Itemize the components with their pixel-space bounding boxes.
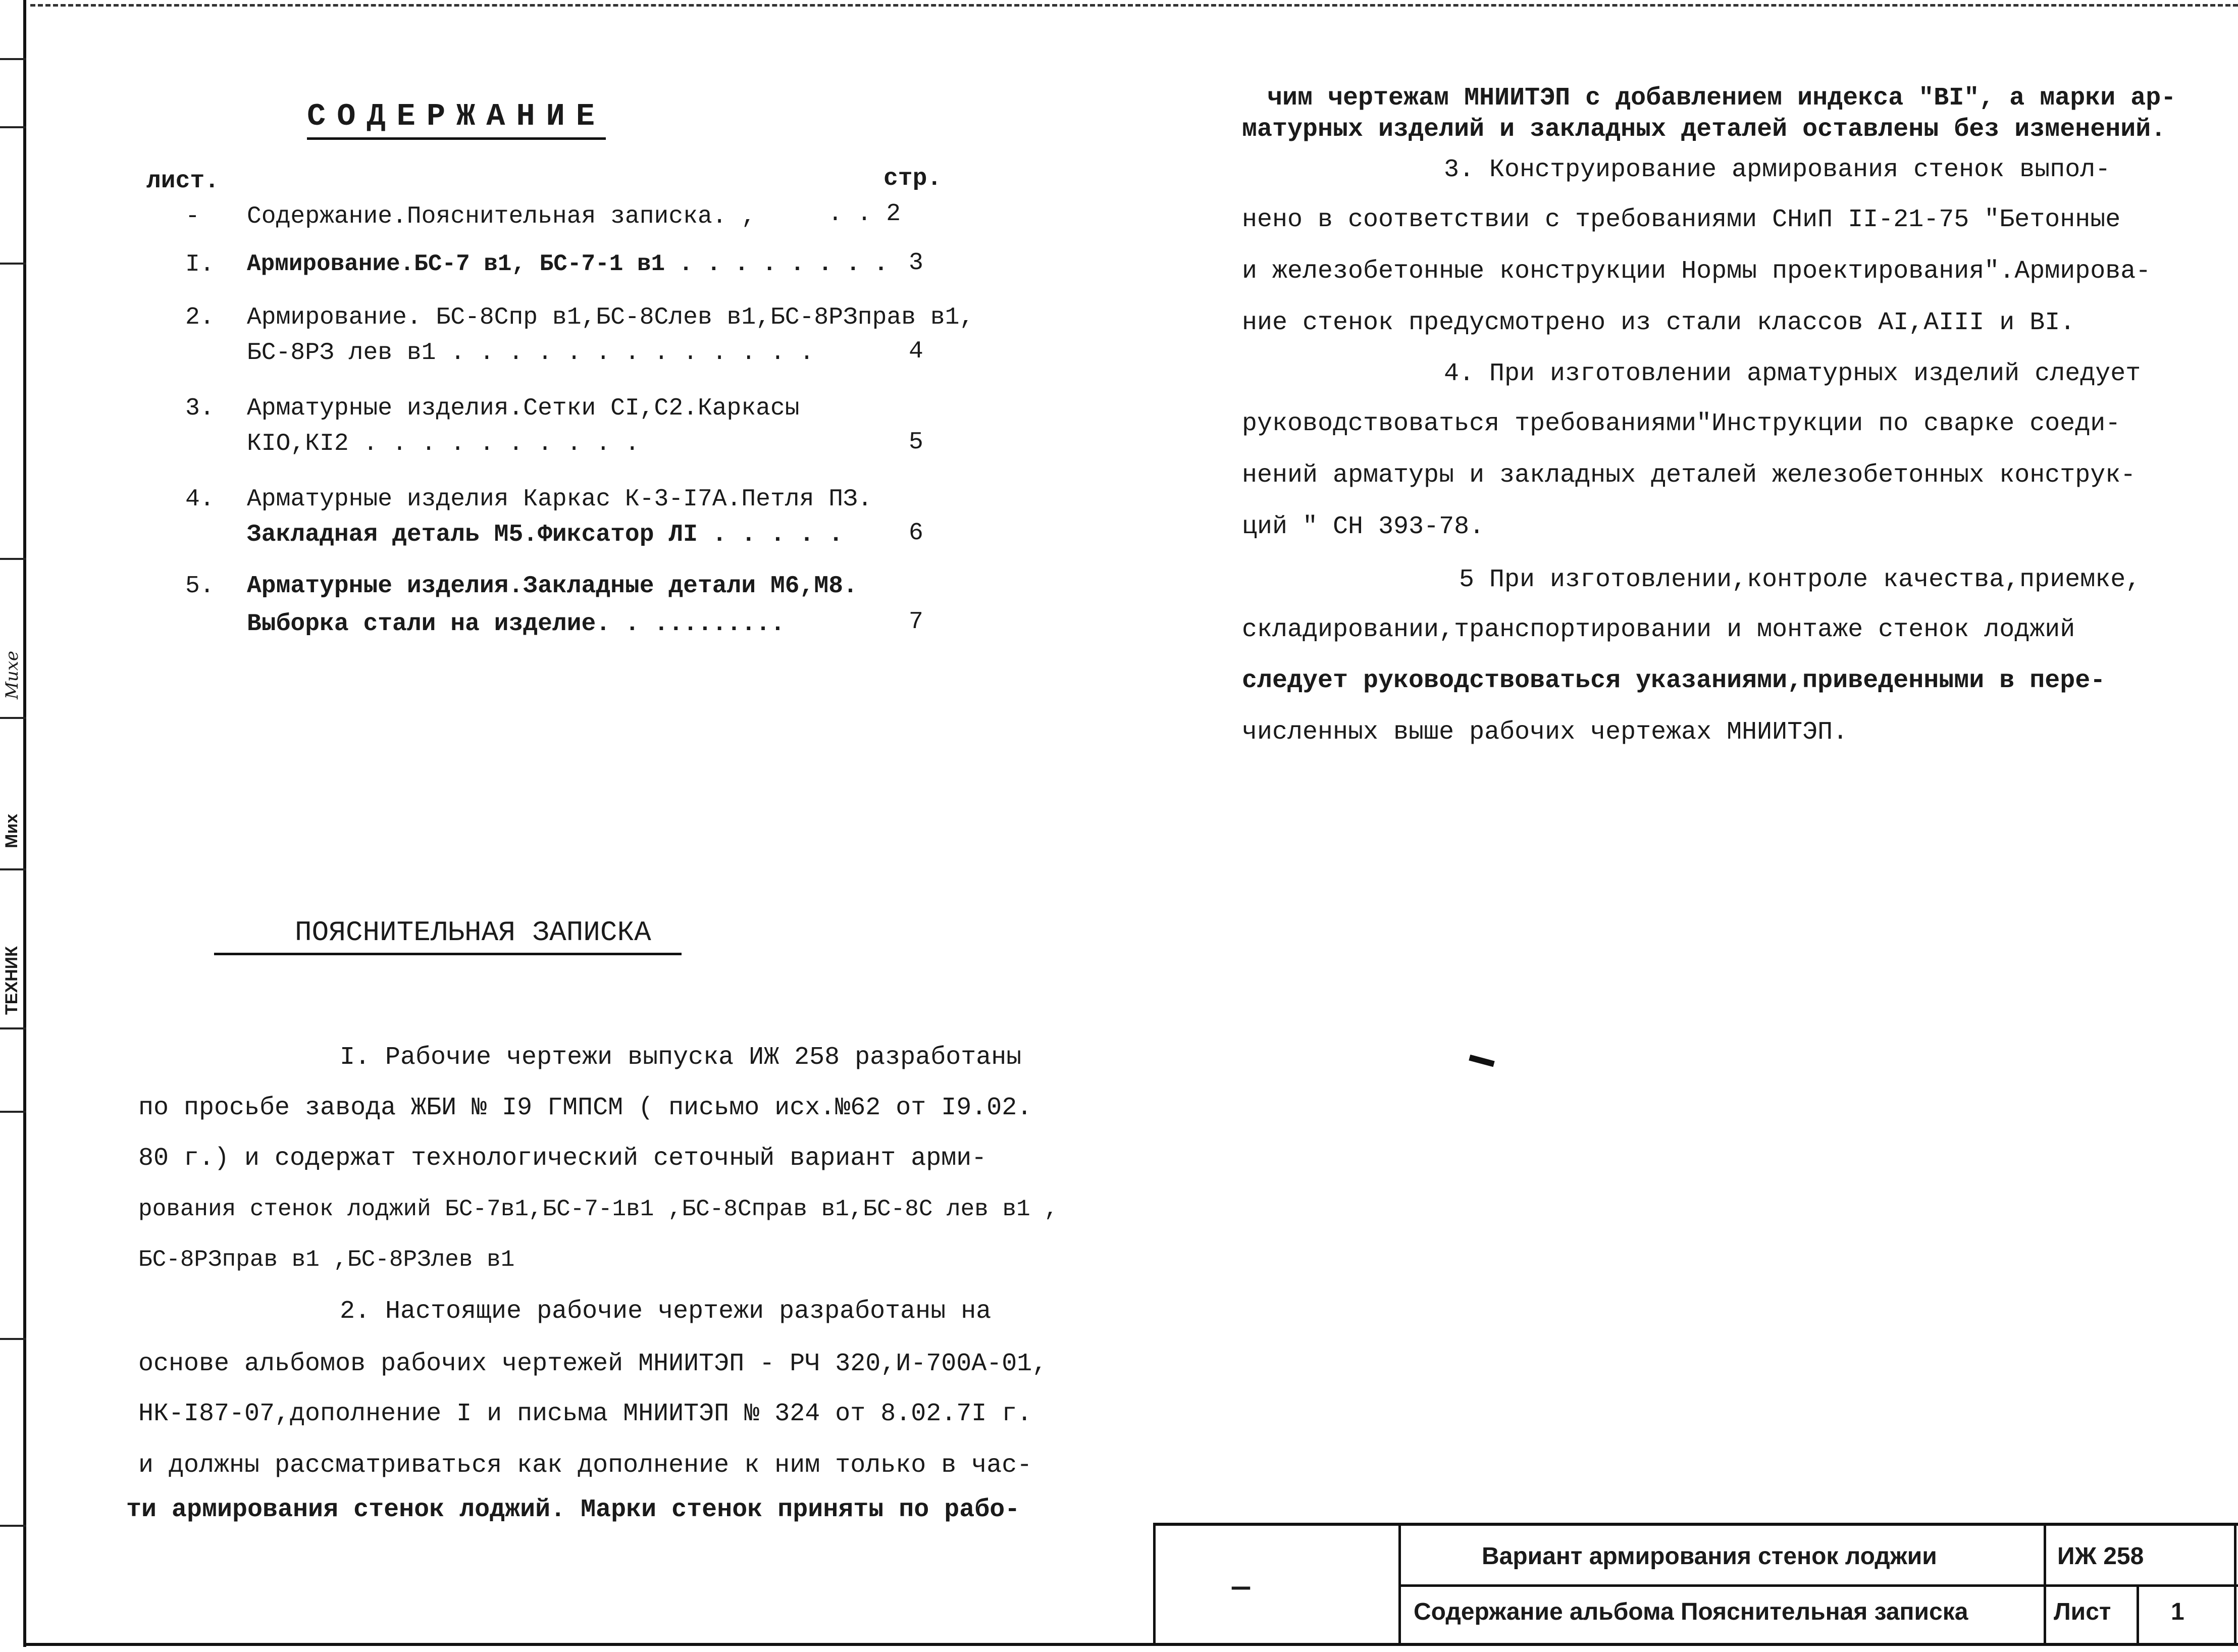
item-text: БС-8РЗ лев в1 . . . . . . . . . . . . . (247, 339, 814, 367)
note-line: нений арматуры и закладных деталей железобетонных конструк- (1242, 461, 2136, 490)
title-block-dash: — (1232, 1571, 1251, 1606)
title-block-divider (1398, 1584, 2238, 1587)
title-block-top-line (1153, 1523, 2238, 1526)
item-number: I. (185, 251, 215, 278)
item-text: Содержание.Пояснительная записка. , (247, 203, 756, 230)
item-text: Арматурные изделия Каркас К-3-I7А.Петля ПЗ. (247, 486, 872, 513)
item-text: Закладная деталь М5.Фиксатор ЛI . . . . . (247, 521, 843, 548)
sheet-title: Содержание альбома Пояснительная записка (1414, 1598, 1968, 1625)
item-text: Армирование. БС-8Спр в1,БС-8Слев в1,БС-8РЗправ в1, (247, 304, 974, 331)
note-line: 2. Настоящие рабочие чертежи разработаны на (340, 1297, 992, 1326)
technician-name: Мих (2, 813, 21, 848)
note-line: ти армирования стенок лоджий. Марки стенок приняты по рабо- (126, 1495, 1020, 1524)
note-line: 5 При изготовлении,контроле качества,приемке, (1459, 565, 2141, 594)
sheet-column-header: лист. (146, 168, 220, 195)
note-line: 3. Конструирование армирования стенок выпол- (1444, 156, 2111, 184)
item-number: 5. (185, 573, 215, 600)
item-page: 3 (909, 249, 923, 277)
item-text: Выборка стали на изделие. . ......... (247, 610, 785, 638)
note-line: 80 г.) и содержат технологический сеточный вариант арми- (138, 1144, 987, 1173)
item-number: - (185, 203, 200, 230)
contents-title: СОДЕРЖАНИЕ (307, 98, 606, 140)
note-line: чим чертежам МНИИТЭП с добавлением индекса "ВI", а марки ар- (1267, 84, 2176, 113)
note-line: и должны рассматриваться как дополнение к ним только в час- (138, 1451, 1032, 1480)
note-line: основе альбомов рабочих чертежей МНИИТЭП - РЧ 320,И-700А-01, (138, 1350, 1048, 1378)
note-line: рования стенок лоджий БС-7в1,БС-7-1в1 ,БС-8Справ в1,БС-8С лев в1 , (138, 1196, 1058, 1222)
note-line: следует руководствоваться указаниями,приведенными в пере- (1242, 666, 2106, 695)
note-line: НК-I87-07,дополнение I и письма МНИИТЭП № 324 от 8.02.7I г. (138, 1400, 1032, 1428)
frame-top-border (30, 4, 2238, 7)
frame-left-border (23, 0, 26, 1647)
margin-tick (0, 717, 26, 719)
note-line: матурных изделий и закладных деталей оставлены без изменений. (1242, 115, 2166, 144)
margin-tick (0, 1338, 26, 1340)
item-page: 5 (909, 429, 923, 456)
note-line: складировании,транспортировании и монтаже стенок лоджий (1242, 615, 2075, 644)
ink-mark (1469, 1055, 1494, 1067)
signature: Михе (2, 650, 22, 699)
page-column-header: стр. (883, 165, 942, 192)
note-line: БС-8РЗправ в1 ,БС-8РЗлев в1 (138, 1247, 515, 1273)
note-line: и железобетонные конструкции Нормы проектирования".Армирова- (1242, 257, 2151, 286)
item-text: Армирование.БС-7 в1, БС-7-1 в1 . . . . . . . . (247, 251, 888, 277)
note-line: I. Рабочие чертежи выпуска ИЖ 258 разработаны (340, 1043, 1022, 1072)
project-code: ИЖ 258 (2057, 1543, 2144, 1570)
note-line: нено в соответствии с требованиями СНиП II-21-75 "Бетонные (1242, 205, 2121, 234)
note-line: руководствоваться требованиями"Инструкции по сварке соеди- (1242, 409, 2121, 438)
item-number: 3. (185, 395, 215, 422)
item-text: КIО,КI2 . . . . . . . . . . (247, 430, 640, 457)
sheet-number: 1 (2171, 1598, 2184, 1625)
item-page: . . 2 (828, 200, 901, 228)
margin-tick (0, 1027, 26, 1029)
item-page: 7 (909, 608, 923, 636)
frame-bottom-border (23, 1643, 2238, 1646)
note-line: по просьбе завода ЖБИ № I9 ГМПСМ ( письмо исх.№62 от I9.02. (138, 1094, 1032, 1122)
item-page: 4 (909, 338, 923, 365)
margin-tick (0, 868, 26, 870)
note-line: 4. При изготовлении арматурных изделий следует (1444, 359, 2141, 388)
item-number: 4. (185, 486, 215, 513)
margin-tick (0, 263, 26, 265)
note-line: ций " СН 393-78. (1242, 512, 1485, 541)
note-line: ние стенок предусмотрено из стали классов АI,АIII и ВI. (1242, 308, 2075, 337)
project-title: Вариант армирования стенок лоджии (1482, 1543, 1937, 1570)
note-title: ПОЯСНИТЕЛЬНАЯ ЗАПИСКА (214, 916, 682, 955)
title-block-divider (2137, 1585, 2139, 1646)
item-page: 6 (909, 520, 923, 547)
title-block-divider (1153, 1523, 1156, 1646)
margin-tick (0, 1525, 26, 1527)
item-number: 2. (185, 304, 215, 331)
item-text: Арматурные изделия.Сетки СI,С2.Каркасы (247, 395, 800, 422)
item-text: Арматурные изделия.Закладные детали М6,М8. (247, 573, 858, 600)
technician-label: ТЕХНИК (2, 946, 21, 1015)
margin-tick (0, 1111, 26, 1113)
margin-tick (0, 558, 26, 560)
margin-tick (0, 58, 26, 60)
note-line: численных выше рабочих чертежах МНИИТЭП. (1242, 718, 1848, 747)
margin-tick (0, 126, 26, 128)
sheet-label: Лист (2054, 1598, 2111, 1625)
